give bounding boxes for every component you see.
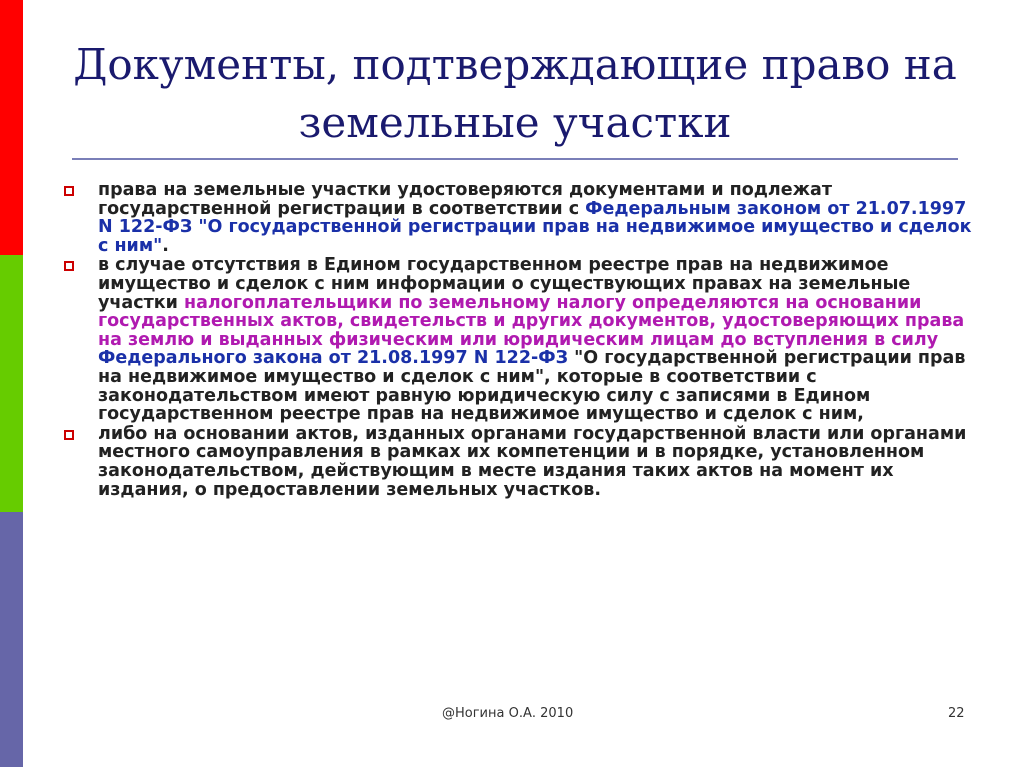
- accent-stripe-red: [0, 0, 23, 255]
- bullet-item-1: [62, 181, 972, 255]
- bullet-3-text: либо на основании актов, изданных органами государственной власти или органами местного самоуправления в рамках их компетенции и в порядке, установленном законодательством, действующим в месте издания таких актов на момент их издания, о предоставлении земельных участков.: [98, 423, 967, 500]
- bullet-item-3: [62, 425, 972, 499]
- accent-stripe-purple: [0, 512, 23, 767]
- bullet-list: [62, 181, 972, 500]
- bullet-1-text: права на земельные участки удостоверяются документами и подлежат государственной регистрации в соответствии с: [98, 180, 832, 219]
- bullet-1-law-link[interactable]: Федеральным законом от 21.07.1997 N 122-ФЗ "О государственной регистрации прав на недвижимое имущество и сделок с ним": [98, 198, 972, 256]
- slide-title: Документы, подтверждающие право на земельные участки: [73, 40, 957, 147]
- square-bullet-icon: [64, 430, 74, 440]
- page-number: 22: [948, 706, 965, 721]
- bullet-2-highlight: налогоплательщики по земельному налогу определяются на основании государственных актов, свидетельств и других документов, удостоверяющих права на землю и выданных физическим или юридическим лицам до вступления в силу: [98, 292, 965, 350]
- bullet-item-2: [62, 256, 972, 423]
- square-bullet-icon: [64, 261, 74, 271]
- footer-author: @Ногина О.А. 2010: [442, 706, 574, 721]
- title-divider: [72, 158, 958, 160]
- bullet-2-text: в случае отсутствия в Едином государственном реестре прав на недвижимое имущество и сделок с ним информации о существующих правах на земельные участки: [98, 255, 911, 313]
- bullet-2-law-link[interactable]: Федерального закона от 21.08.1997 N 122-ФЗ: [98, 348, 569, 369]
- bullet-1-period: .: [162, 235, 169, 256]
- accent-stripe-green: [0, 255, 23, 512]
- square-bullet-icon: [64, 186, 74, 196]
- bullet-2-tail: "О государственной регистрации прав на недвижимое имущество и сделок с ним", которые в соответствии с законодательством имеют равную юридическую силу с записями в Едином государственном реестре прав на недвижимое имущество и сделок с ним,: [98, 348, 966, 425]
